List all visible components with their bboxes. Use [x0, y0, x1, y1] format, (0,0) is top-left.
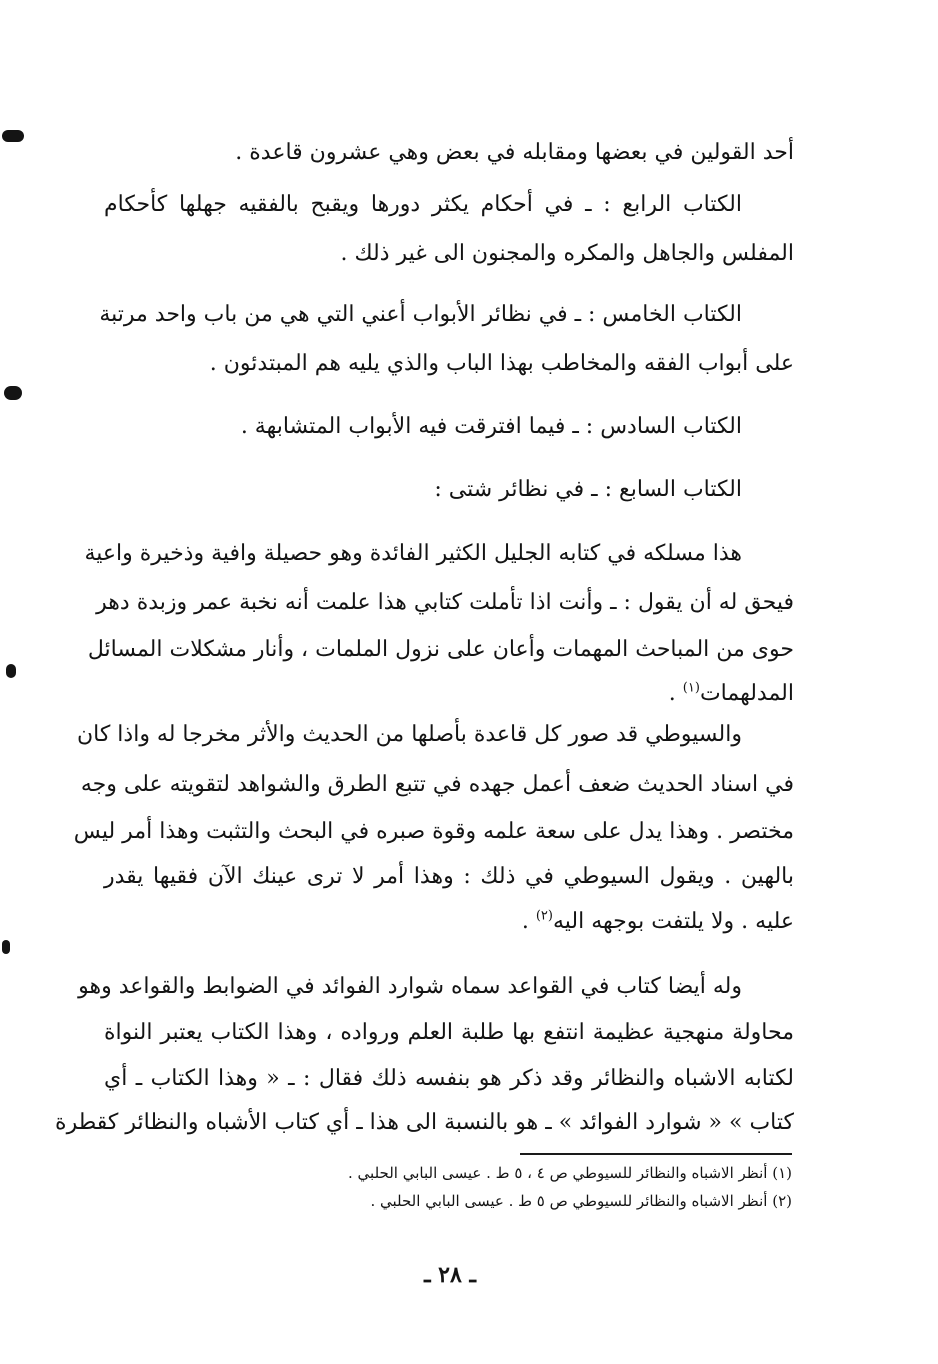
text-line: حوى من المباحث المهمات وأعان على نزول الملمات ، وأنار مشكلات المسائل — [87, 637, 794, 662]
text-line: على أبواب الفقه والمخاطب بهذا الباب والذي يليه هم المبتدئون . — [209, 351, 794, 376]
footnote: (٢) أنظر الاشباه والنظائر للسيوطي ص ٥ ط . عيسى البابي الحلبي . — [370, 1192, 792, 1210]
body-text — [55, 0, 794, 1150]
line-text: عليه . ولا يلتفت بوجهه اليه — [552, 909, 794, 934]
margin-mark — [6, 664, 16, 678]
margin-mark — [4, 386, 22, 400]
line-end: . — [521, 909, 536, 934]
line-text: المدلهمات — [699, 681, 794, 706]
text-line: الكتاب السابع : ـ في نظائر شتى : — [434, 477, 742, 502]
text-line: المفلس والجاهل والمكره والمجنون الى غير ذلك . — [340, 241, 794, 266]
footnote-ref: (٢) — [535, 908, 553, 924]
text-line: وله أيضا كتاب في القواعد سماه شوارد الفوائد في الضوابط والقواعد وهو — [78, 974, 742, 999]
margin-mark — [2, 940, 10, 954]
text-line — [104, 905, 794, 939]
text-line: لكتابه الاشباه والنظائر وقد ذكر هو بنفسه ذلك فقال : ـ « وهذا الكتاب ـ أي — [104, 1066, 794, 1091]
footnote-separator — [520, 1153, 792, 1155]
text-line: كتاب » « شوارد الفوائد » ـ هو بالنسبة الى هذا ـ أي كتاب الأشباه والنظائر كقطرة — [55, 1110, 794, 1135]
text-line: مختصر . وهذا يدل على سعة علمه وقوة صبره في البحث والتثبت وهذا أمر ليس — [73, 819, 794, 844]
line-end: . — [668, 681, 683, 706]
text-line: الكتاب الرابع : ـ في أحكام يكثر دورها ويقبح بالفقيه جهلها كأحكام — [104, 192, 742, 217]
footnote-ref: (١) — [682, 680, 700, 696]
text-line: فيحق له أن يقول : ـ وأنت اذا تأملت كتابي هذا علمت أنه نخبة عمر وزبدة دهر — [96, 590, 794, 615]
text-line: الكتاب السادس : ـ فيما افترقت فيه الأبواب المتشابهة . — [240, 414, 742, 439]
margin-mark — [2, 130, 24, 142]
text-line: والسيوطي قد صور كل قاعدة بأصلها من الحديث والأثر مخرجا له واذا كان — [76, 722, 742, 747]
text-line — [104, 677, 794, 711]
text-line: محاولة منهجية عظيمة انتفع بها طلبة العلم ورواده ، وهذا الكتاب يعتبر النواة — [104, 1020, 794, 1045]
text-line: هذا مسلكه في كتابه الجليل الكثير الفائدة وهو حصيلة وافية وذخيرة واعية — [84, 541, 742, 566]
text-line: الكتاب الخامس : ـ في نظائر الأبواب أعني التي هي من باب واحد مرتبة — [99, 302, 742, 327]
text-line: في اسناد الحديث ضعف أعمل جهده في تتبع الطرق والشواهد لتقويته على وجه — [80, 772, 794, 797]
text-line: بالهين . ويقول السيوطي في ذلك : وهذا أمر لا ترى عينك الآن فقيها يقدر — [104, 864, 794, 889]
page-number: ـ ٢٨ ـ — [424, 1262, 476, 1288]
text-line: أحد القولين في بعضها ومقابله في بعض وهي عشرون قاعدة . — [235, 140, 794, 165]
footnote: (١) أنظر الاشباه والنظائر للسيوطي ص ٤ ، ٥ ط . عيسى البابي الحلبي . — [348, 1164, 792, 1182]
